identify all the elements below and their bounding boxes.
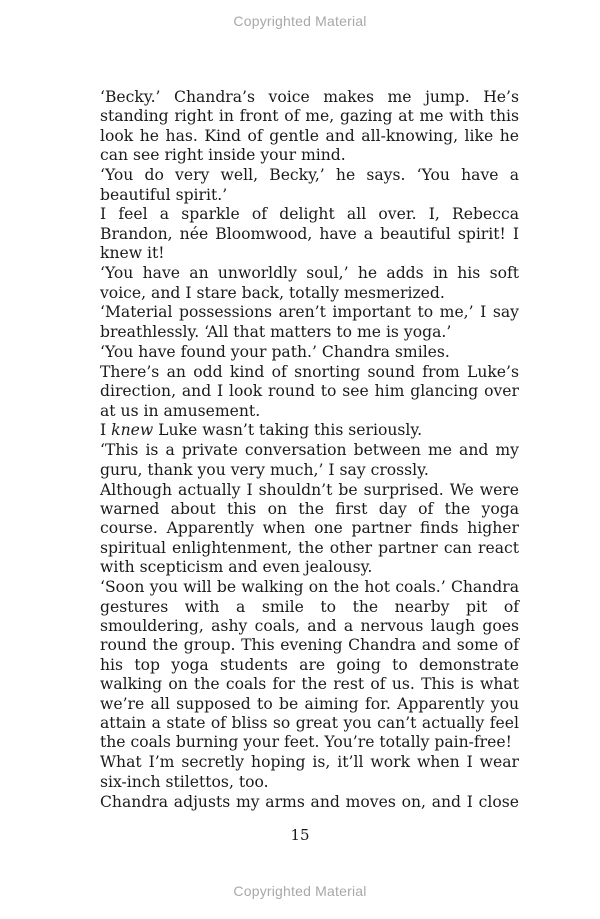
- paragraph: ‘Material possessions aren’t important to me,’ I say breathlessly. ‘All that matters to me is yoga.’: [100, 303, 519, 341]
- paragraph: ‘You have an unworldly soul,’ he adds in his soft voice, and I stare back, totally mesmerized.: [100, 264, 519, 302]
- copyright-watermark-bottom: Copyrighted Material: [233, 883, 367, 899]
- paragraph: ‘You have found your path.’ Chandra smiles.: [100, 342, 450, 361]
- page-number: 15: [290, 826, 310, 844]
- paragraph-text-after: Luke wasn’t taking this seriously.: [153, 421, 423, 440]
- copyright-watermark-top: Copyrighted Material: [233, 13, 367, 29]
- paragraph-text-before: I: [100, 421, 112, 440]
- paragraph: ‘Becky.’ Chandra’s voice makes me jump. He’s standing right in front of me, gazing at me with this look he has. Kind of gentle and all-knowing, like he can see right inside your mind.: [100, 88, 519, 165]
- paragraph: ‘Soon you will be walking on the hot coals.’ Chandra gestures with a smile to the nearby pit of smouldering, ashy coals, and a nervous laugh goes round the group. This evening Chandra and some of his top yoga students are going to demonstrate walking on the coals for the rest of us. This is what we’re all supposed to be aiming for. Apparently you attain a state of bliss so great you can’t actually feel the coals burning your feet. You’re totally pain-free!: [100, 578, 519, 752]
- paragraph: What I’m secretly hoping is, it’ll work when I wear six-inch stilettos, too.: [100, 753, 519, 791]
- paragraph: ‘You do very well, Becky,’ he says. ‘You have a beautiful spirit.’: [100, 166, 519, 204]
- paragraph: I feel a sparkle of delight all over. I, Rebecca Brandon, née Bloomwood, have a beautiful spirit! I knew it!: [100, 205, 519, 263]
- paragraph: Although actually I shouldn’t be surprised. We were warned about this on the first day of the yoga course. Apparently when one partner finds higher spiritual enlightenment, the other partner can react with scepticism and even jealousy.: [100, 480, 519, 577]
- paragraph: ‘This is a private conversation between me and my guru, thank you very much,’ I say crossly.: [100, 441, 519, 479]
- italic-emphasis: knew: [111, 421, 154, 440]
- paragraph-with-italic: [100, 421, 519, 440]
- paragraph-continued: Chandra adjusts my arms and moves on, and I close: [100, 792, 519, 811]
- page-body-text: [100, 88, 519, 813]
- paragraph: There’s an odd kind of snorting sound from Luke’s direction, and I look round to see him glancing over at us in amusement.: [100, 362, 519, 420]
